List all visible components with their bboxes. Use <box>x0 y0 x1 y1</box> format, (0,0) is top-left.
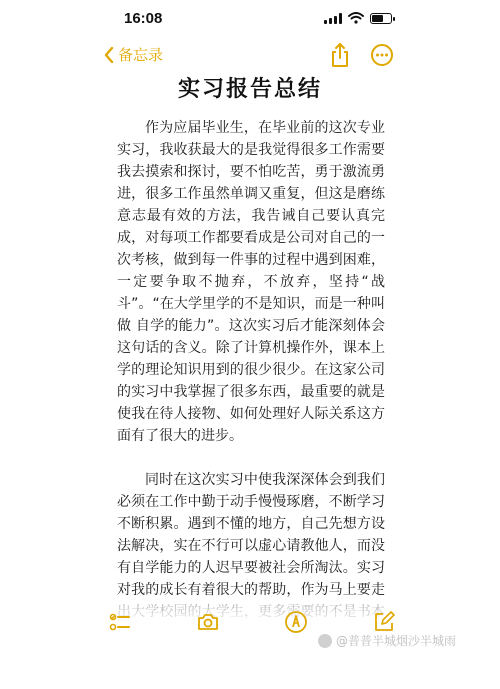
more-icon <box>370 43 394 67</box>
share-button[interactable] <box>328 42 352 68</box>
compose-icon <box>372 610 396 634</box>
status-bar <box>0 0 500 40</box>
note-title: 实习报告总结 <box>177 77 322 102</box>
watermark-logo-icon <box>318 634 332 648</box>
camera-icon <box>196 610 220 634</box>
more-button[interactable] <box>370 43 394 67</box>
chevron-left-icon <box>104 47 114 63</box>
camera-button[interactable] <box>196 610 220 634</box>
back-label: 备忘录 <box>118 47 164 64</box>
wifi-icon <box>348 12 364 24</box>
share-icon <box>328 42 352 68</box>
status-time: 16:08 <box>124 10 163 27</box>
note-paragraph: 同时在这次实习中使我深深体会到我们必须在工作中勤于动手慢慢琢磨，不断学习不断积累。遇到不懂的地方，自己先想方设法解决，实在不行可以虚心请教他人，而没有自学能力的人迟早要被社会所淘汰。实习对我的成长有着很大的帮助，作为马上要走 <box>117 472 385 598</box>
cellular-signal-icon <box>324 13 342 24</box>
nav-bar <box>0 40 500 72</box>
back-button[interactable] <box>104 44 163 65</box>
checklist-icon <box>108 610 132 634</box>
status-icons <box>324 12 392 24</box>
note-paragraph: 作为应届毕业生，在毕业前的这次专业实习，我收获最大的是我觉得很多工作需要我去摸索和探讨，要不怕吃苦，勇于激流勇进，很多工作虽然单调又重复，但这是磨练意志最有效的方法，我告诫自己要认真完成，对每项工作都要看成是公司对自己的一次考核，做到每一件事的过程中遇到困难，一定要争取不抛弃，不放弃，坚持“战斗”。“在大学里学的不是知识，而是一种叫做 自学的能力”。这次实习后才能深刻体会这句话的含义。除了计算机操作外，课本上学的理论知识用到的很少很少。在这家公司的实习中我掌握了很多东西，最重要的就是使我在待人接物、如何处理好人际关系这方面有了很大的进步。 <box>117 120 385 444</box>
markup-button[interactable] <box>284 610 308 634</box>
markup-pen-icon <box>284 610 308 634</box>
compose-button[interactable] <box>372 610 396 634</box>
checklist-button[interactable] <box>108 610 132 634</box>
watermark <box>318 632 456 649</box>
battery-icon <box>370 13 392 24</box>
watermark-text: @普普半城烟沙半城雨 <box>336 634 457 648</box>
